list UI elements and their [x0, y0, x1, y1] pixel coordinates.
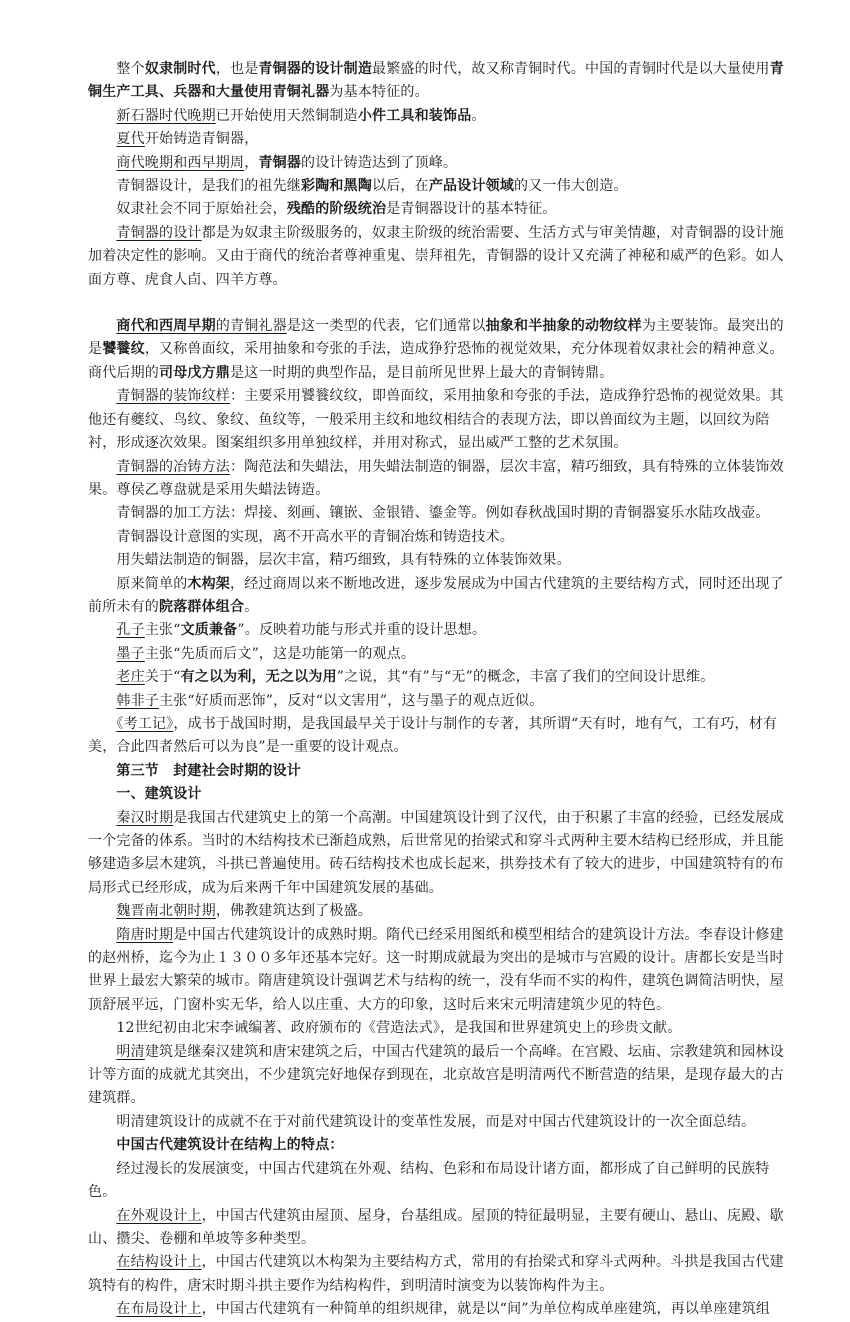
paragraph-bronze-age — [88, 58, 788, 105]
paragraph-lost-wax — [88, 549, 788, 572]
section-title: 第三节 封建社会时期的设计 — [116, 762, 302, 779]
text: 为主要装饰。最突出的是 — [88, 318, 784, 358]
underlined-term: 新石器时代晚期 — [116, 107, 216, 124]
paragraph-bronze-purpose — [88, 222, 788, 292]
text: 关于“ — [144, 669, 181, 686]
paragraph-decoration — [88, 385, 788, 455]
bold-text: 有之以为利，无之以为用 — [180, 669, 337, 686]
text: 原来简单的 — [116, 575, 188, 592]
underlined-term: 青铜器的冶铸方法 — [116, 458, 231, 475]
underlined-term: 明清 — [116, 1043, 145, 1060]
paragraph-xia — [88, 128, 788, 151]
text: ，也是 — [215, 61, 259, 77]
paragraph-laozhuang — [88, 666, 788, 689]
text: ”之说，其“有”与“无”的概念，丰富了我们的空间设计思维。 — [336, 669, 715, 686]
text: ，中国古代建筑以木构架为主要结构方式，常用的有抬梁式和穿斗式两种。斗拱是我国古代建筑特有的构件，唐宋时期斗拱主要作为结构构件，到明清时演变为以装饰构件为主。 — [88, 1254, 784, 1294]
section-heading — [88, 760, 788, 783]
text: ：主要采用饕餮纹纹，即兽面纹，采用抽象和夸张的手法，造成狰狞恐怖的视觉效果。其他还有夔纹、鸟纹、象纹、鱼纹等，一般采用主纹和地纹相结合的表现方法，即以兽面纹为主题，以回纹为陪衬，形成逐次效果。图案组织多用单独纹样，并用对称式，显出威严工整的艺术氛围。 — [88, 388, 784, 452]
text: 。 — [244, 598, 259, 615]
paragraph-smelting — [88, 526, 788, 549]
bold-text: 小件工具和装饰品 — [357, 107, 472, 124]
subsection-heading — [88, 783, 788, 806]
paragraph-processing — [88, 502, 788, 525]
bold-text: 中国古代建筑设计在结构上的特点： — [116, 1137, 344, 1154]
text: 是我国古代建筑史上的第一个高潮。中国建筑设计到了汉代，由于积累了丰富的经验，已经发展成一个完备的体系。当时的木结构技术已渐趋成熟，后世常见的抬梁式和穿斗式两种主要木结构已经形成，并且能够建造多层木建筑，斗拱已普遍使用。砖石结构技术也成长起来，拱券技术有了较大的进步，中国建筑特有的布局形式已经形成，成为后来两千年中国建筑发展的基础。 — [88, 809, 784, 896]
paragraph-qin-han — [88, 807, 788, 901]
underlined-term: 的青铜礼器 — [215, 318, 287, 335]
text: 12世纪初由北宋李诫编著、政府颁布的《营造法式》，是我国和世界建筑史上的珍贵文献。 — [116, 1020, 682, 1037]
text: 以后，在 — [372, 178, 429, 195]
text: 已开始使用天然铜制造 — [215, 107, 358, 124]
text: ，佛教建筑达到了极盛。 — [215, 903, 373, 920]
paragraph-casting — [88, 456, 788, 503]
underlined-term: 夏代 — [116, 131, 145, 148]
text: ”。反映着功能与形式并重的设计思想。 — [237, 622, 487, 639]
underlined-term: 孔子 — [116, 622, 145, 639]
underlined-term: 在结构设计上 — [116, 1254, 202, 1271]
underlined-term: 隋唐时期 — [116, 926, 174, 943]
text: ，中国古代建筑有一种简单的组织规律，就是以“间”为单位构成单座建筑，再以单座建筑组 — [201, 1301, 771, 1318]
underlined-term: 青铜器的设计 — [116, 224, 202, 241]
paragraph-structure-features — [88, 1134, 788, 1157]
text: 是这一类型的代表，它们通常以 — [286, 318, 486, 335]
underlined-term: 老庄 — [116, 669, 145, 686]
text: ，又称兽面纹，采用抽象和夸张的手法，造成狰狞恐怖的视觉效果，充分体现着奴隶社会的精神意义。商代后期的 — [88, 341, 784, 381]
bold-text: 青铜生产工具、兵器和大量使用青铜礼器 — [88, 61, 784, 101]
bold-text: 木构架 — [187, 575, 231, 592]
paragraph-national-features — [88, 1158, 788, 1205]
text: 是中国古代建筑设计的成熟时期。隋代已经采用图纸和模型相结合的建筑设计方法。李春设计修建的赵州桥，迄今为止１３００多年还基本完好。这一时期成就最为突出的是城市与宫殿的设计。唐都长安是当时世界上最宏大繁荣的城市。隋唐建筑设计强调艺术与结构的统一，没有华而不实的构件，建筑色调简洁明快，屋顶舒展平远，门窗朴实无华，给人以庄重、大方的印象，这时后来宋元明清建筑少见的特色。 — [88, 926, 784, 1013]
paragraph-ming-qing — [88, 1041, 788, 1111]
underlined-term: 商代晚期和西早期周 — [116, 154, 245, 171]
bold-text: 院落群体组合 — [159, 598, 245, 615]
underlined-term: 商代和西周早期 — [116, 318, 216, 335]
text: 开始铸造青铜器， — [144, 131, 259, 148]
bold-text: 奴隶制时代 — [144, 61, 216, 77]
paragraph-wei-jin — [88, 900, 788, 923]
text: ：陶范法和失蜡法，用失蜡法制造的铜器，层次丰富，精巧细致，具有特殊的立体装饰效果。尊侯乙尊盘就是采用失蜡法铸造。 — [88, 458, 784, 498]
text: 为基本特征的。 — [329, 84, 429, 101]
text: 青铜器设计，是我们的祖先继 — [116, 178, 302, 195]
bold-text: 文质兼备 — [180, 622, 238, 639]
text: 主张“先质而后文”，这是功能第一的观点。 — [144, 645, 416, 662]
text: 主张“好质而恶饰”，反对“以文害用”，这与墨子的观点近似。 — [159, 692, 544, 709]
paragraph-shang — [88, 152, 788, 175]
paragraph-kaogongji — [88, 713, 788, 760]
bold-text: 产品设计领域 — [428, 178, 515, 195]
underlined-term: 秦汉时期 — [116, 809, 174, 826]
bold-text: 司母戊方鼎 — [159, 364, 230, 381]
bold-text: 残酷的阶级统治 — [286, 201, 387, 218]
text: 都是为奴隶主阶级服务的，奴隶主阶级的统治需要、生活方式与审美情趣，对青铜器的设计施加着决定性的影响。又由于商代的统治者尊神重鬼、崇拜祖先，青铜器的设计又充满了神秘和威严的色彩。如人面方尊、虎食人卣、四羊方尊。 — [88, 224, 784, 288]
text: 青铜器设计意图的实现，离不开高水平的青铜冶炼和铸造技术。 — [116, 528, 515, 545]
paragraph-ritual-bronze — [88, 315, 788, 385]
paragraph-neolithic — [88, 105, 788, 128]
bold-text: 饕餮纹 — [102, 341, 145, 358]
text: 经过漫长的发展演变，中国古代建筑在外观、结构、色彩和布局设计诸方面，都形成了自己鲜明的民族特色。 — [88, 1160, 770, 1201]
paragraph-ming-qing-summary — [88, 1111, 788, 1134]
paragraph-confucius — [88, 619, 788, 642]
underlined-term: 青铜器的装饰纹样 — [116, 388, 231, 405]
paragraph-sui-tang — [88, 924, 788, 1018]
bold-text: 抽象和半抽象的动物纹样 — [485, 318, 642, 335]
paragraph-bronze-design — [88, 175, 788, 198]
paragraph-appearance — [88, 1205, 788, 1252]
underlined-term: 韩非子 — [116, 692, 160, 709]
text: 明清建筑设计的成就不在于对前代建筑设计的变革性发展，而是对中国古代建筑设计的一次全面总结。 — [116, 1113, 756, 1130]
text: 最繁盛的时代，故又称青铜时代。中国的青铜时代是以大量使用 — [372, 61, 770, 77]
text: 用失蜡法制造的铜器，层次丰富，精巧细致，具有特殊的立体装饰效果。 — [116, 552, 571, 569]
paragraph-timber-frame — [88, 573, 788, 620]
text: 主张“ — [144, 622, 181, 639]
underlined-term: 在外观设计上 — [116, 1207, 202, 1224]
paragraph-yingzao-fashi — [88, 1017, 788, 1040]
paragraph-layout — [88, 1298, 788, 1321]
bold-text: 青铜器的设计制造 — [258, 61, 373, 77]
text: ，中国古代建筑由屋顶、屋身，台基组成。屋顶的特征最明显，主要有硬山、悬山、庑殿、歇山、攒尖、卷棚和单坡等多种类型。 — [88, 1207, 784, 1247]
bold-text: 彩陶和黑陶 — [301, 178, 373, 195]
underlined-term: 在布局设计上 — [116, 1301, 202, 1318]
document-page — [88, 58, 788, 1322]
text: 是这一时期的典型作品，是目前所见世界上最大的青铜铸鼎。 — [230, 364, 614, 381]
underlined-term: 墨子 — [116, 645, 145, 662]
text: ， — [244, 154, 259, 171]
blank-line — [88, 292, 788, 315]
paragraph-mozi — [88, 643, 788, 666]
text: 。 — [471, 107, 486, 124]
underlined-term: 魏晋南北朝时期 — [116, 903, 216, 920]
paragraph-slave-society — [88, 198, 788, 221]
text: ，经过商周以来不断地改进，逐步发展成为中国古代建筑的主要结构方式，同时还出现了前所未有的 — [88, 575, 784, 615]
text: 整个 — [116, 61, 145, 77]
bold-text: 青铜器 — [258, 154, 302, 171]
paragraph-hanfeizi — [88, 690, 788, 713]
text: 的又一伟大创造。 — [514, 178, 628, 195]
underlined-term: 《考工记》 — [116, 715, 174, 732]
text: ，成书于战国时期，是我国最早关于设计与制作的专著，其所谓“天有时，地有气，工有巧，材有美，合此四者然后可以为良”是一重要的设计观点。 — [88, 715, 778, 756]
text: 建筑是继秦汉建筑和唐宋建筑之后，中国古代建筑的最后一个高峰。在宫殿、坛庙、宗教建筑和园林设计等方面的成就尤其突出，不少建筑完好地保存到现在，北京故宫是明清两代不断营造的结果，是现存最大的古建筑群。 — [88, 1043, 784, 1107]
paragraph-structure — [88, 1251, 788, 1298]
text: 的设计铸造达到了顶峰。 — [301, 154, 458, 171]
subsection-title: 一、建筑设计 — [116, 786, 202, 803]
text: 青铜器的加工方法：焊接、刻画、镶嵌、金银错、鎏金等。例如春秋战国时期的青铜器宴乐水陆攻战壶。 — [116, 505, 770, 522]
text: 奴隶社会不同于原始社会， — [116, 201, 287, 218]
text: 是青铜器设计的基本特征。 — [386, 201, 557, 218]
